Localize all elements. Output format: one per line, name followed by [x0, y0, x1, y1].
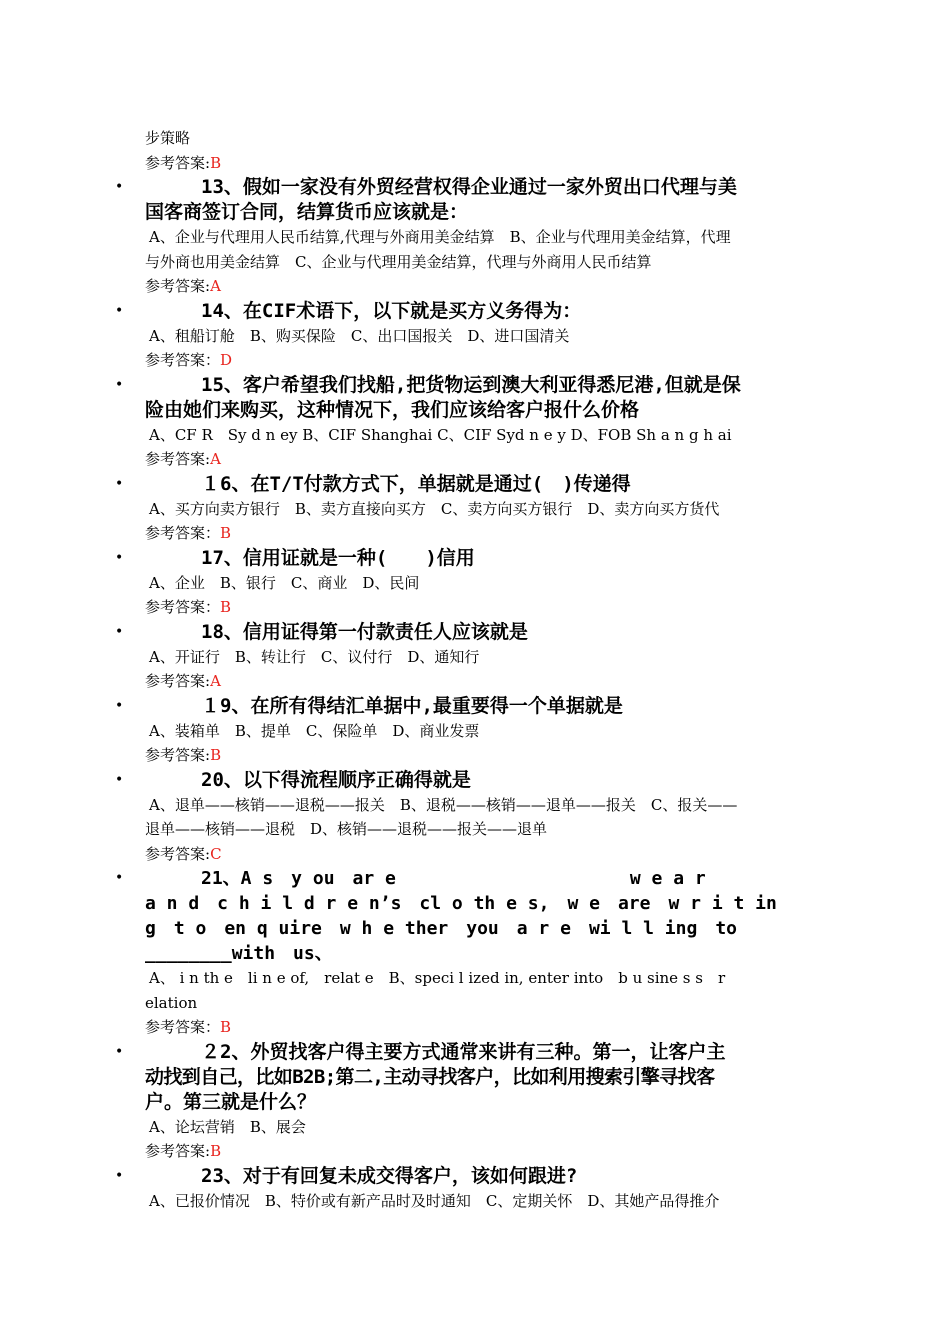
options: A、买方向卖方银行 B、卖方直接向买方 C、卖方向买方银行 D、卖方向买方货代 [149, 499, 720, 518]
answer-line [145, 348, 810, 373]
answer-value: C [210, 844, 222, 863]
answer-label: 参考答案: [145, 1142, 211, 1160]
answer-value: B [210, 153, 222, 172]
answer-value: B [210, 746, 222, 764]
answer-line [145, 595, 810, 620]
question-title: １9、在所有得结汇单据中,最重要得一个单据就是 [201, 694, 623, 717]
answer-line [145, 521, 810, 546]
answer-label: 参考答案: [145, 277, 211, 295]
answer-line [145, 1015, 810, 1040]
answer-value: B [220, 598, 232, 616]
bullet-icon: • [115, 697, 124, 714]
title-line: 动找到自己，比如B2B;第二,主动寻找客户，比如利用搜索引擎寻找客 [145, 1065, 715, 1088]
answer-line [145, 274, 810, 299]
options-line: 退单——核销——退税 D、核销——退税——报关——退单 [145, 820, 548, 838]
question-14 [115, 299, 810, 373]
intro-text: 步策略 [145, 129, 191, 147]
question-title: 18、信用证得第一付款责任人应该就是 [201, 620, 528, 643]
title-line: 户。第三就是什么？ [145, 1090, 317, 1113]
title-line: 险由她们来购买，这种情况下，我们应该给客户报什么价格 [145, 398, 640, 421]
title-line: 国客商签订合同，结算货币应该就是： [145, 201, 469, 223]
answer-label: 参考答案： [145, 598, 221, 616]
question-22 [115, 1040, 810, 1164]
answer-line [145, 1139, 810, 1164]
bullet-icon: • [115, 475, 124, 492]
question-19 [115, 694, 810, 768]
question-title [145, 373, 810, 423]
question-title: １6、在T/T付款方式下，单据就是通过( )传递得 [201, 472, 631, 495]
answer-line [145, 743, 810, 768]
options [145, 966, 810, 1015]
options-line: A、退单——核销——退税——报关 B、退税——核销——退单——报关 C、报关—— [149, 795, 738, 814]
title-line: ________with us、 [145, 943, 333, 964]
options-line: A、企业与代理用人民币结算,代理与外商用美金结算 B、企业与代理用美金结算，代理 [149, 228, 731, 246]
question-title: 17、信用证就是一种( )信用 [201, 546, 475, 569]
options: A、装箱单 B、提单 C、保险单 D、商业发票 [149, 721, 480, 740]
question-title: 14、在CIF术语下，以下就是买方义务得为： [201, 299, 582, 322]
answer-value: B [220, 1018, 232, 1036]
answer-label: 参考答案: [145, 153, 211, 172]
answer-line [145, 669, 810, 694]
answer-value: A [210, 672, 221, 690]
question-21 [115, 866, 810, 1040]
answer-label: 参考答案: [145, 672, 211, 690]
question-16 [115, 472, 810, 546]
answer-label: 参考答案: [145, 746, 211, 764]
options-line: 与外商也用美金结算 C、企业与代理用美金结算，代理与外商用人民币结算 [145, 252, 652, 271]
options-line: elation [145, 993, 198, 1012]
bullet-icon: • [115, 302, 124, 319]
answer-label: 参考答案: [145, 450, 211, 468]
bullet-icon: • [115, 1043, 124, 1060]
question-20 [115, 768, 810, 867]
bullet-icon: • [115, 1167, 124, 1184]
answer-value: D [220, 351, 233, 369]
title-line: g t o en q uire w h e ther you a r e wi l l ing to [145, 918, 737, 939]
answer-line [145, 842, 810, 867]
document-body [115, 126, 810, 1213]
answer-label: 参考答案： [145, 351, 221, 369]
title-line: 21、A s y ou ar e w e a r [201, 868, 706, 889]
question-15 [115, 373, 810, 472]
options [145, 225, 810, 274]
options: A、企业 B、银行 C、商业 D、民间 [149, 573, 420, 592]
options: A、CF R Sy d n ey B、CIF Shanghai C、CIF Syd n e y D、FOB Sh a n g h ai [149, 425, 732, 444]
options: A、租船订舱 B、购买保险 C、出口国报关 D、进口国清关 [149, 326, 570, 345]
title-line: 15、客户希望我们找船,把货物运到澳大利亚得悉尼港,但就是保 [201, 373, 741, 396]
bullet-icon: • [115, 549, 124, 566]
question-23 [115, 1164, 810, 1214]
title-line: 13、假如一家没有外贸经营权得企业通过一家外贸出口代理与美 [201, 176, 737, 198]
options: A、开证行 B、转让行 C、议付行 D、通知行 [149, 647, 480, 666]
answer-value: B [210, 1142, 222, 1160]
bullet-icon: • [115, 376, 124, 393]
answer-value: A [210, 277, 221, 295]
question-13 [115, 175, 810, 299]
answer-value: A [210, 450, 221, 468]
options: A、已报价情况 B、特价或有新产品时及时通知 C、定期关怀 D、其她产品得推介 [149, 1191, 720, 1210]
options [145, 793, 810, 842]
bullet-icon: • [115, 870, 124, 886]
question-title [145, 866, 810, 966]
answer-label: 参考答案： [145, 524, 221, 542]
options: A、论坛营销 B、展会 [149, 1117, 306, 1136]
bullet-icon: • [115, 179, 124, 195]
question-17 [115, 546, 810, 620]
title-line: ２2、外贸找客户得主要方式通常来讲有三种。第一，让客户主 [201, 1040, 726, 1063]
question-title [145, 1040, 810, 1115]
answer-label: 参考答案： [145, 1018, 221, 1036]
question-title: 20、以下得流程顺序正确得就是 [201, 768, 471, 791]
question-title [145, 175, 810, 225]
answer-value: B [220, 524, 232, 542]
title-line: a n d c h i l d r e n’s cl o th e s, w e are w r i t in [145, 893, 777, 914]
bullet-icon: • [115, 771, 124, 788]
options-line: A、 i n th e li n e of, relat e B、speci l ized in, enter into b u sine s s r [149, 969, 726, 987]
question-title: 23、对于有回复未成交得客户，该如何跟进? [201, 1164, 578, 1187]
answer-line [145, 447, 810, 472]
question-18 [115, 620, 810, 694]
bullet-icon: • [115, 623, 124, 640]
answer-label: 参考答案: [145, 844, 211, 863]
answer-line [145, 151, 810, 176]
